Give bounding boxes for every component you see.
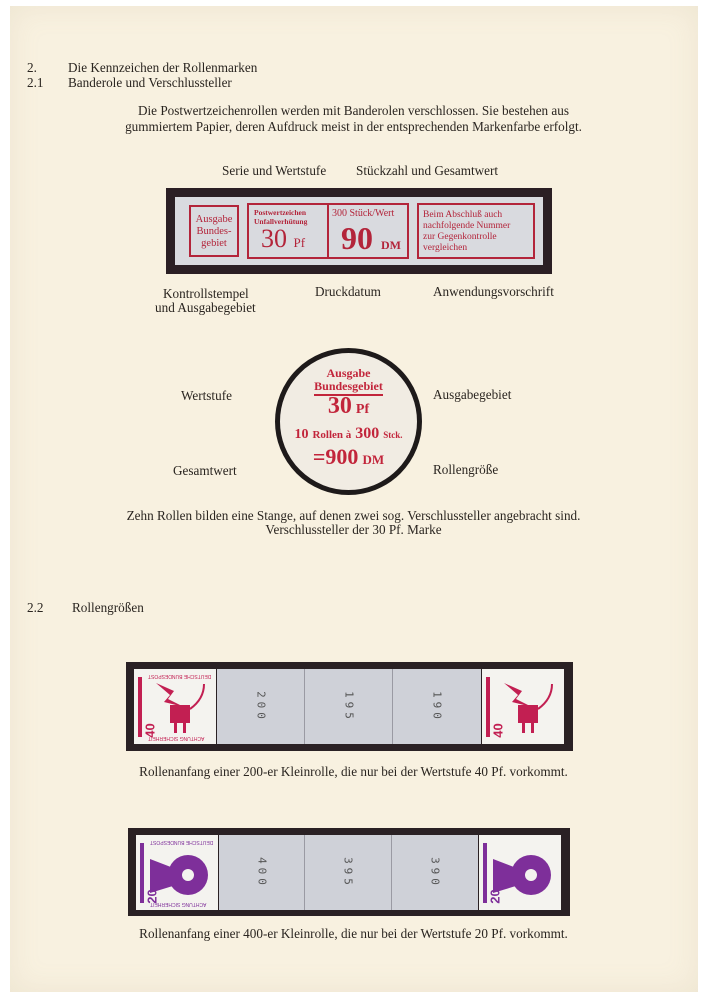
seal-caption-1: Zehn Rollen bilden eine Stange, auf denen zwei sog. Verschlussteller angebracht sind.	[126, 508, 581, 523]
stamp-value-label: 40	[490, 723, 506, 738]
stamp-value-label: 20	[144, 889, 160, 904]
seal-total-unit: DM	[362, 452, 385, 467]
instruction-line: zur Gegenkontrolle	[423, 232, 497, 242]
stamp-slogan-text: ACHTUNG SICHERHEIT	[150, 901, 207, 907]
total-value: 90	[341, 220, 373, 256]
stamp-value: 30	[261, 224, 287, 253]
banderole-paper	[175, 197, 543, 265]
label-anwendungsvorschrift: Anwendungsvorschrift	[433, 284, 554, 299]
seal-line-ausgabe: Ausgabe	[326, 366, 371, 380]
coil-strip-200	[126, 662, 573, 751]
series-subject: Unfallverhütung	[254, 217, 308, 226]
section-title-2-1: Banderole und Verschlussteller	[68, 75, 232, 90]
counter-number: 395	[341, 856, 355, 889]
control-stamp-line: Bundes-	[196, 226, 232, 237]
seal-value-unit: Pf	[355, 402, 370, 417]
control-stamp-line: Ausgabe	[195, 214, 233, 225]
seal-rolls-label: Rollen à	[312, 429, 352, 441]
verschlussteller-seal	[275, 348, 422, 495]
counter-number: 195	[342, 690, 355, 723]
seal-line-bundesgebiet: Bundesgebiet	[314, 380, 383, 396]
counter-number: 400	[255, 856, 268, 889]
counter-cell	[392, 835, 478, 910]
usage-instruction-box	[417, 203, 535, 259]
seal-value: 30	[327, 393, 352, 419]
piece-count: 300 Stück/Wert	[332, 208, 395, 219]
counter-cell	[305, 835, 391, 910]
section-number-2: 2.	[27, 60, 37, 75]
label-ausgabegebiet-seal: Ausgabegebiet	[433, 387, 512, 402]
instruction-line: nachfolgende Nummer	[423, 221, 511, 231]
strip-200-caption: Rollenanfang einer 200-er Kleinrolle, die nur bei der Wertstufe 40 Pf. vorkommt.	[139, 764, 568, 779]
value-frame	[247, 203, 409, 259]
coil-strip-400	[128, 828, 570, 916]
section-title-2: Die Kennzeichen der Rollenmarken	[68, 60, 258, 75]
counter-number: 390	[428, 856, 442, 889]
stamp-value-unit: Pf	[293, 235, 306, 250]
stamp-country-text: DEUTSCHE BUNDESPOST	[150, 839, 214, 845]
intro-line-2: gummiertem Papier, deren Aufdruck meist in der entsprechenden Markenfarbe erfolgt.	[125, 119, 582, 134]
section-number-2-2: 2.2	[27, 600, 44, 615]
section-title-2-2: Rollengrößen	[72, 600, 144, 615]
label-gesamtwert: Gesamtwert	[173, 463, 237, 478]
stamp-20-left	[136, 835, 218, 910]
seal-caption-2: Verschlussteller der 30 Pf. Marke	[265, 522, 442, 537]
label-stueckzahl-gesamtwert: Stückzahl und Gesamtwert	[356, 163, 499, 178]
stamp-country-text: DEUTSCHE BUNDESPOST	[148, 673, 212, 679]
value-divider	[327, 205, 329, 257]
control-stamp-box	[189, 205, 239, 257]
stamp-value-label: 20	[487, 889, 503, 904]
counter-cell	[217, 669, 304, 744]
counter-number: 190	[430, 690, 444, 723]
strip-400-caption: Rollenanfang einer 400-er Kleinrolle, die nur bei der Wertstufe 20 Pf. vorkommt.	[139, 926, 568, 941]
label-druckdatum: Druckdatum	[315, 284, 381, 299]
stamp-value-label: 40	[142, 723, 158, 738]
counter-number: 200	[254, 690, 267, 723]
label-kontrollstempel: Kontrollstempel	[163, 286, 249, 301]
stamp-40-right	[482, 669, 564, 744]
label-rollengroesse: Rollengröße	[433, 462, 499, 477]
instruction-line: Beim Abschluß auch	[423, 210, 503, 220]
total-value-unit: DM	[381, 238, 401, 252]
intro-line-1: Die Postwertzeichenrollen werden mit Banderolen verschlossen. Sie bestehen aus	[137, 103, 570, 118]
instruction-line: vergleichen	[423, 243, 468, 253]
stamp-slogan-text: ACHTUNG SICHERHEIT	[148, 735, 205, 741]
counter-cell	[305, 669, 392, 744]
label-ausgabegebiet: und Ausgabegebiet	[155, 300, 256, 315]
seal-total: =900	[312, 444, 359, 469]
stamp-40-left	[134, 669, 216, 744]
seal-pieces-count: 300	[355, 425, 380, 442]
label-serie-wertstufe: Serie und Wertstufe	[222, 163, 327, 178]
seal-pieces-label: Stck.	[383, 430, 403, 440]
stamp-20-right	[479, 835, 561, 910]
series-name: Postwertzeichen	[254, 208, 307, 217]
control-stamp-line: gebiet	[201, 238, 227, 249]
label-wertstufe: Wertstufe	[181, 388, 232, 403]
banderole-image	[166, 188, 552, 274]
counter-cell	[393, 669, 481, 744]
seal-rolls-count: 10	[294, 427, 309, 442]
counter-cell	[219, 835, 304, 910]
section-number-2-1: 2.1	[27, 75, 44, 90]
